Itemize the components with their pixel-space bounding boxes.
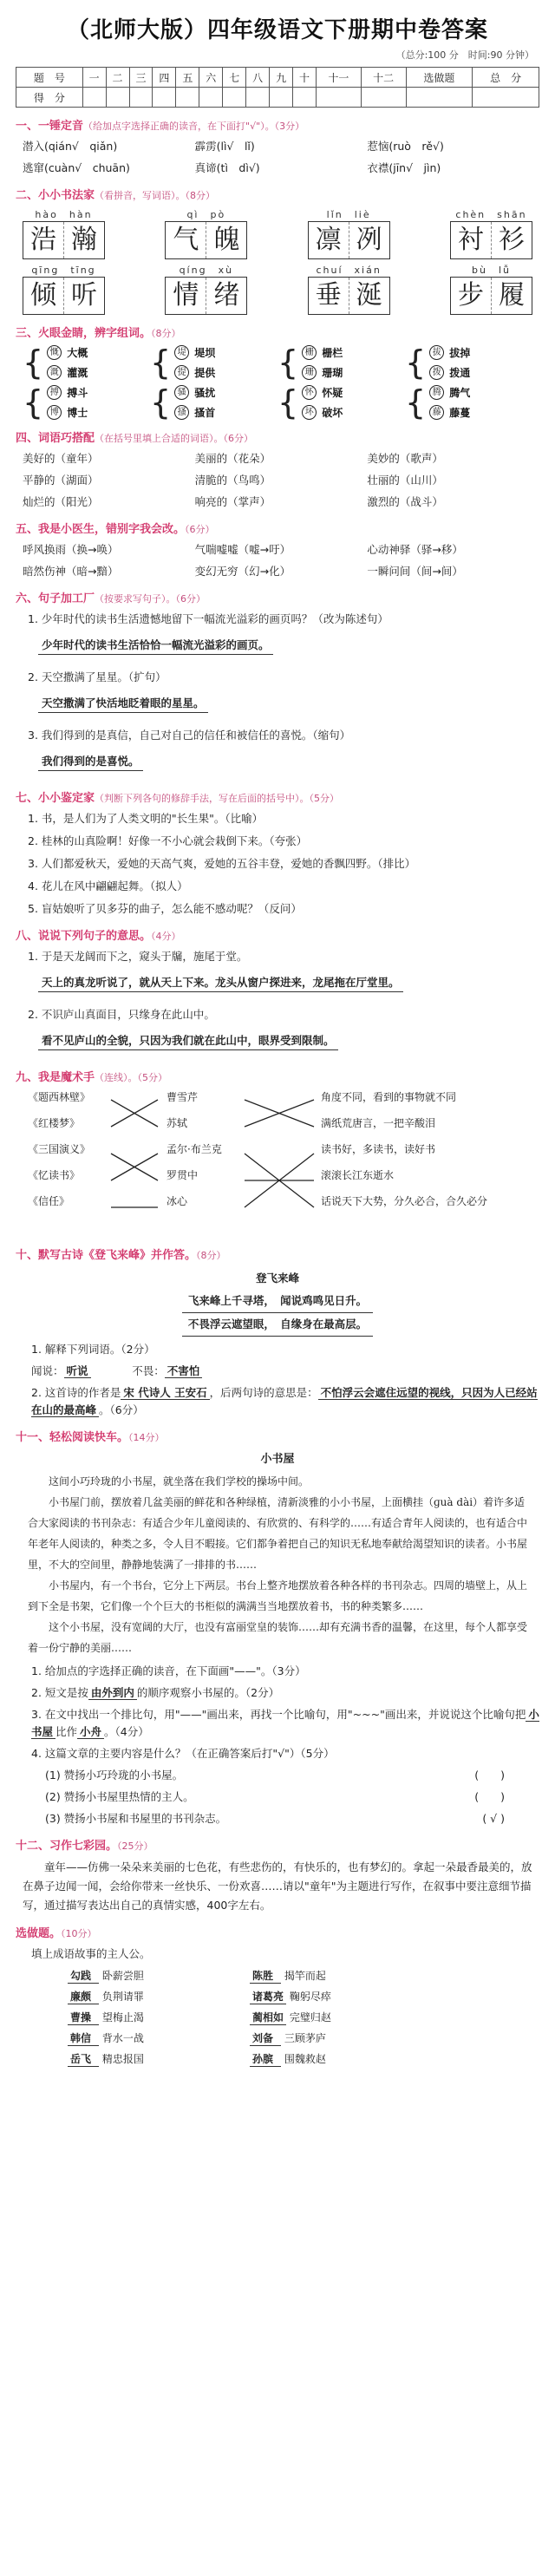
essay-paragraph: 小书屋内，有一个书台，它分上下两层。书台上整齐地摆放着各种各样的书刊杂志。四周的墙壁上，从上到下全是书架，它们像一个个巨大的书柜似的满满当当地摆放着书，书的种类繁多…… [28, 1579, 528, 1612]
character-circle: 藤 [429, 405, 444, 420]
question-text: 1. 少年时代的读书生活遗憾地留下一幅流光溢彩的画页吗？（改为陈述句） [28, 612, 388, 625]
word-options [47, 345, 88, 380]
word-option [429, 385, 470, 400]
choice-mark: ( √ ) [482, 1812, 505, 1825]
character: 气 [166, 222, 206, 258]
word-box [165, 263, 247, 315]
section-2-title: 二、小小书法家（看拼音，写词语）。（8分） [16, 189, 216, 202]
score-label-cell: 得 分 [16, 88, 83, 108]
brace-icon: { [278, 383, 299, 422]
section-5-title: 五、我是小医生，错别字我会改。（6分） [16, 523, 215, 536]
answer-word: 拨通 [449, 367, 471, 379]
section-4-title: 四、词语巧搭配（在括号里填上合适的词语）。（6分） [16, 432, 254, 445]
optional-lead: 填上成语故事的主人公。 [31, 1947, 151, 1960]
question-text: 5. 盲姑娘听了贝多芬的曲子，怎么能不感动呢？（反问） [28, 902, 302, 915]
idiom-item [68, 1989, 180, 2004]
answer-cell: 一瞬问间（间→间） [367, 565, 463, 578]
score-blank-cell [473, 88, 539, 108]
match-item-right: 角度不同，看到的事物就不同 [321, 1091, 457, 1103]
character-grid [23, 277, 105, 315]
poem-question-1: 1. 解释下列词语。（2分） [31, 1343, 155, 1356]
idiom-person: 刘备 [250, 2030, 281, 2046]
idiom-item [250, 1989, 362, 2004]
match-item-mid: 罗贯中 [166, 1169, 199, 1181]
answer-row [23, 563, 539, 580]
section-12-title: 十二、习作七彩园。（25分） [16, 1840, 153, 1853]
word-box [308, 207, 390, 259]
pinyin: qíng xù [179, 265, 234, 276]
score-header-cell: 十 [293, 68, 317, 88]
question-text: 2. 天空撒满了星星。（扩句） [28, 670, 166, 683]
answer-cell: 霹雳(lì√ lǐ) [194, 140, 255, 153]
question-text: 。（4分） [104, 1725, 149, 1738]
idiom-person: 蔺相如 [250, 2010, 286, 2025]
word-option [174, 405, 215, 420]
score-header-cell: 五 [176, 68, 199, 88]
section-6-content [16, 611, 539, 780]
character: 魄 [213, 225, 240, 255]
score-blank-cell [153, 88, 176, 108]
poem-answer-1: 闻说： 听说 不畏： 不害怕 [31, 1363, 539, 1380]
match-item-left: 《信任》 [28, 1195, 70, 1207]
pinyin: chuí xián [316, 265, 382, 276]
character: 听 [71, 280, 97, 311]
idiom-person: 岳飞 [68, 2051, 99, 2067]
character-circle: 搔 [174, 405, 189, 420]
answer-word: 栅栏 [322, 347, 343, 359]
character-circle: 堤 [174, 345, 189, 360]
idiom-item [68, 1968, 180, 1984]
character-circle: 提 [174, 365, 189, 380]
word-options [302, 385, 343, 420]
choice-mark: ( ) [474, 1790, 505, 1803]
word-option [429, 345, 470, 360]
section-10-title: 十、默写古诗《登飞来峰》并作答。（8分） [16, 1249, 226, 1262]
word-options [47, 385, 88, 420]
idiom-person: 曹操 [68, 2010, 99, 2025]
word-option [302, 365, 343, 380]
question-text: 3. 在文中找出一个排比句，用"——"画出来，再找一个比喻句，用"~~~"画出来，并说说这个比喻句把 [31, 1708, 526, 1721]
score-blank-cell [246, 88, 270, 108]
answer-text: 天空撒满了快活地眨着眼的星星。 [38, 695, 208, 713]
score-header-cell: 七 [223, 68, 246, 88]
score-blank-cell [106, 88, 129, 108]
brace-icon: { [405, 343, 427, 382]
question-text: 1. 书，是人们为了人类文明的"长生果"。（比喻） [28, 812, 264, 825]
answer-cell: 潜入(qián√ qiǎn) [23, 140, 118, 153]
answer-cell: 惹恼(ruò rě√) [367, 140, 444, 153]
pinyin: bù lǚ [471, 265, 511, 276]
idiom-item [68, 2010, 180, 2025]
score-blank-cell [82, 88, 106, 108]
idiom-item [250, 2051, 362, 2067]
word-option [47, 385, 88, 400]
poem [16, 1267, 539, 1337]
exam-info: （总分:100 分 时间:90 分钟） [395, 49, 534, 61]
answer-cell: 平静的（湖面） [23, 474, 99, 487]
answer-word: 搏斗 [67, 387, 88, 399]
score-table [16, 67, 539, 108]
idiom-name: 卧薪尝胆 [101, 1970, 144, 1982]
section-6-title: 六、句子加工厂（按要求写句子）。（6分） [16, 592, 206, 605]
score-header-cell: 九 [270, 68, 293, 88]
answer-word: 怀疑 [322, 387, 343, 399]
character-grid [165, 277, 247, 315]
match-item-right: 读书好，多读书，读好书 [321, 1143, 436, 1155]
choice-text: (3) 赞扬小书屋和书屋里的书刊杂志。 [45, 1812, 227, 1825]
answer-word: 腾气 [449, 387, 471, 399]
word-group [405, 345, 532, 380]
match-item-left: 《题西林壁》 [28, 1091, 91, 1103]
word-option [429, 365, 470, 380]
score-blank-cell [176, 88, 199, 108]
idiom-list [68, 1968, 539, 2067]
character-grid [23, 221, 105, 259]
answer-text: 由外到内 [88, 1686, 137, 1700]
word-box [23, 207, 105, 259]
page-title: （北师大版）四年级语文下册期中卷答案 [66, 17, 488, 43]
brace-icon: { [23, 343, 44, 382]
character-circle: 博 [47, 405, 62, 420]
word-options [174, 345, 215, 380]
character-circle: 拔 [429, 345, 444, 360]
word-option [174, 345, 215, 360]
answer-cell: 逃窜(cuàn√ chuān) [23, 161, 130, 174]
word-group [278, 345, 405, 380]
idiom-item [68, 2051, 180, 2067]
answer-word: 堤坝 [194, 347, 216, 359]
pinyin: hào hàn [35, 209, 93, 220]
brace-icon: { [278, 343, 299, 382]
idiom-name: 负荆请罪 [101, 1991, 144, 2003]
optional-title: 选做题。（10分） [16, 1927, 97, 1940]
brace-icon: { [150, 383, 172, 422]
word-group [23, 385, 150, 420]
score-header-cell: 一 [82, 68, 106, 88]
question-text: 2. 桂林的山真险啊！好像一不小心就会栽倒下来。（夸张） [28, 834, 308, 847]
writing-row-1 [23, 207, 532, 259]
answer-word: 大概 [67, 347, 88, 359]
match-item-mid: 苏轼 [166, 1117, 188, 1129]
score-header-cell: 选做题 [406, 68, 473, 88]
answer-word: 珊瑚 [322, 367, 343, 379]
word-option [47, 405, 88, 420]
score-header-cell: 三 [129, 68, 153, 88]
answer-text: 看不见庐山的全貌，只因为我们就在此山中，眼界受到限制。 [38, 1032, 338, 1050]
question-text: 3. 我们得到的是真信，自己对自己的信任和被信任的喜悦。（缩句） [28, 729, 351, 742]
score-header-cell: 总 分 [473, 68, 539, 88]
answer-cell: 美丽的（花朵） [194, 452, 271, 465]
answer-word: 博士 [67, 407, 88, 419]
character-circle: 珊 [302, 365, 317, 380]
poem-line-2: 不畏浮云遮望眼， 自缘身在最高层。 [182, 1313, 373, 1337]
score-header-cell: 二 [106, 68, 129, 88]
choice-text: (1) 赞扬小巧玲珑的小书屋。 [45, 1769, 184, 1782]
word-options [429, 345, 470, 380]
pinyin: chèn shān [455, 209, 527, 220]
poem-line-1: 飞来峰上千寻塔， 闻说鸡鸣见日升。 [182, 1290, 373, 1313]
question-text: 的顺序观察小书屋的。（2分） [136, 1686, 280, 1699]
answer-text: 小书屋 [31, 1708, 539, 1738]
section-4-content [16, 450, 539, 511]
character-circle: 腾 [429, 385, 444, 400]
character-grid [450, 221, 532, 259]
answer-row [23, 450, 539, 467]
answer-cell: 灿烂的（阳光） [23, 495, 99, 508]
answer-cell: 衣襟(jīn√ jìn) [367, 161, 441, 174]
word-group [278, 385, 405, 420]
answer-row [23, 472, 539, 489]
match-item-left: 《红楼梦》 [28, 1117, 81, 1129]
answer-cell: 气喘嘘嘘（嘘→吁） [194, 543, 291, 556]
pinyin: qīng tīng [31, 265, 96, 276]
score-blank-cell [317, 88, 362, 108]
word-group [150, 385, 278, 420]
idiom-item [68, 2030, 180, 2046]
word-option [174, 385, 215, 400]
score-blank-cell [361, 88, 406, 108]
essay-body [16, 1471, 539, 1658]
answer-word: 破坏 [322, 407, 343, 419]
word-box [308, 263, 390, 315]
score-header-cell: 十二 [361, 68, 406, 88]
character-circle: 骚 [174, 385, 189, 400]
section-7-content [16, 810, 539, 918]
answer-cell: 壮丽的（山川） [367, 474, 443, 487]
character: 倾 [23, 278, 64, 314]
answer-cell: 美妙的（歌声） [367, 452, 443, 465]
character: 凛 [309, 222, 349, 258]
answer-text: 天上的真龙听说了，就从天上下来。龙头从窗户探进来，龙尾拖在厅堂里。 [38, 974, 403, 992]
match-item-left: 《三国演义》 [28, 1143, 91, 1155]
answer-word: 骚扰 [194, 387, 216, 399]
character: 绪 [213, 280, 240, 311]
match-item-mid: 冰心 [166, 1195, 188, 1207]
word-option [302, 345, 343, 360]
pinyin: lǐn liè [326, 209, 371, 220]
answer-cell: 变幻无穷（幻→化） [194, 565, 291, 578]
poem-title: 登飞来峰 [255, 1272, 299, 1285]
answer-row [23, 138, 539, 155]
match-item-left: 《忆读书》 [28, 1169, 81, 1181]
essay-title: 小书屋 [260, 1453, 295, 1466]
writing-row-2 [23, 263, 532, 315]
question-text: 1. 于是天龙阔而下之，窥头于牖，施尾于堂。 [28, 950, 248, 963]
answer-cell: 清脆的（鸟鸣） [194, 474, 271, 487]
section-1-content [16, 138, 539, 177]
character-circle: 怀 [302, 385, 317, 400]
poem-question-2: 2. 这首诗的作者是 宋 代诗人 王安石 ，后两句诗的意思是： 不怕浮云会遮住远望的视线，只因为人已经站在山的最高峰 。（6分） [31, 1386, 538, 1416]
answer-text: 小舟 [77, 1725, 104, 1739]
score-header-cell: 题 号 [16, 68, 83, 88]
section-8-content [16, 948, 539, 1059]
reading-questions [16, 1663, 539, 1827]
choice-text: (2) 赞扬小书屋里热情的主人。 [45, 1790, 194, 1803]
section-7-title: 七、小小鉴定家（判断下列各句的修辞手法，写在后面的括号中）。（5分） [16, 792, 340, 805]
question-text: 4. 这篇文章的主要内容是什么？（在正确答案后打"√"）（5分） [31, 1747, 335, 1760]
idiom-person: 勾践 [68, 1968, 99, 1984]
answer-cell: 呼风换雨（换→唤） [23, 543, 119, 556]
answer-row [23, 541, 539, 559]
brace-icon: { [23, 383, 44, 422]
character-grid [308, 277, 390, 315]
character: 履 [498, 280, 525, 311]
character: 浩 [23, 222, 64, 258]
idiom-name: 完璧归赵 [289, 2011, 331, 2024]
idiom-person: 廉颇 [68, 1989, 99, 2004]
score-blank-cell [129, 88, 153, 108]
answer-word: 拔掉 [449, 347, 471, 359]
answer-word: 灌溉 [67, 367, 88, 379]
reading-choice [45, 1788, 539, 1806]
idiom-name: 背水一战 [101, 2032, 144, 2044]
character: 情 [166, 278, 206, 314]
character: 涎 [356, 280, 382, 311]
idiom-item [250, 2010, 362, 2025]
idiom-item [250, 2030, 362, 2046]
score-blank-cell [406, 88, 473, 108]
word-option [429, 405, 470, 420]
answer-word: 提供 [194, 367, 216, 379]
idiom-name: 三顾茅庐 [284, 2032, 326, 2044]
word-option [47, 345, 88, 360]
idiom-name: 围魏救赵 [284, 2053, 326, 2065]
word-option [302, 385, 343, 400]
reading-question [31, 1684, 539, 1702]
match-item-right: 话说天下大势，分久必合，合久必分 [321, 1195, 488, 1207]
idiom-person: 陈胜 [250, 1968, 281, 1984]
section-5-content [16, 541, 539, 580]
word-group [23, 345, 150, 380]
word-groups [23, 345, 532, 420]
word-box [450, 263, 532, 315]
composition-prompt: 童年——仿佛一朵朵来美丽的七色花，有些悲伤的，有快乐的，也有梦幻的。拿起一朵最香最美的，放在鼻子边闻一闻，会给你带来一丝快乐、一份欢喜……请以"童年"为主题进行写作，在叙事中要注意细节描写，通过描写表达出自己的真情实感，400字左右。 [23, 1860, 532, 1912]
character-grid [450, 277, 532, 315]
answer-word: 搔首 [194, 407, 216, 419]
section-3-title: 三、火眼金睛，辨字组词。（8分） [16, 327, 181, 340]
character: 衫 [498, 225, 525, 255]
brace-icon: { [150, 343, 172, 382]
character: 垂 [309, 278, 349, 314]
word-options [302, 345, 343, 380]
answer-word: 藤蔓 [449, 407, 471, 419]
answer-cell: 心动神驿（驿→移） [367, 543, 463, 556]
section-9-title: 九、我是魔术手（连线）。（5分） [16, 1071, 168, 1084]
character-circle: 拨 [429, 365, 444, 380]
reading-choice [45, 1767, 539, 1784]
character-grid [308, 221, 390, 259]
word-group [150, 345, 278, 380]
answer-cell: 响亮的（掌声） [194, 495, 271, 508]
character-grid [165, 221, 247, 259]
word-option [47, 365, 88, 380]
score-blank-cell [270, 88, 293, 108]
word-box [23, 263, 105, 315]
question-text: 3. 人们都爱秋天，爱她的天高气爽，爱她的五谷丰登，爱她的香飘四野。（排比） [28, 857, 416, 870]
character: 步 [451, 278, 492, 314]
answer-cell: 激烈的（战斗） [367, 495, 443, 508]
essay-paragraph: 小书屋门前，摆放着几盆美丽的鲜花和各种绿植，清新淡雅的小小书屋，上面横挂（ɡuà dài）着许多适合大家阅读的书刊杂志：有适合少年儿童阅读的、有欣赏的、有科学的……有适合青年人阅读的，也有适合中年老年人阅读的，种类之多，令人目不暇接。它们都争着把自己的知识无私地奉献给渴望知识的读者。小书屋里，不大的空间里，静静地装满了一排排的书…… [28, 1496, 528, 1571]
match-item-right: 满纸荒唐言，一把辛酸泪 [321, 1117, 436, 1129]
section-11-title: 十一、轻松阅读快车。（14分） [16, 1431, 165, 1444]
answer-cell: 美好的（童年） [23, 452, 99, 465]
word-options [174, 385, 215, 420]
idiom-person: 韩信 [68, 2030, 99, 2046]
word-box [165, 207, 247, 259]
answer-text: 我们得到的是喜悦。 [38, 753, 143, 771]
answer-row [23, 494, 539, 511]
section-8-title: 八、说说下列句子的意思。（4分） [16, 930, 181, 943]
score-header-cell: 六 [199, 68, 223, 88]
word-option [302, 405, 343, 420]
question-text: 2. 短文是按 [31, 1686, 88, 1699]
pinyin: qì pò [186, 209, 226, 220]
idiom-person: 诸葛亮 [250, 1989, 286, 2004]
score-header-cell: 八 [246, 68, 270, 88]
score-header-cell: 四 [153, 68, 176, 88]
answer-row [23, 160, 539, 177]
essay-paragraph: 这间小巧玲珑的小书屋，就坐落在我们学校的操场中间。 [49, 1475, 310, 1487]
idiom-person: 孙膑 [250, 2051, 281, 2067]
word-group [405, 385, 532, 420]
character: 瀚 [71, 225, 97, 255]
match-item-mid: 孟尔·布兰克 [166, 1143, 222, 1155]
choice-mark: ( ) [474, 1769, 505, 1782]
word-option [174, 365, 215, 380]
section-1-title: 一、一锤定音（给加点字选择正确的读音，在下面打"√"）。（3分） [16, 120, 305, 133]
score-blank-cell [293, 88, 317, 108]
match-item-right: 滚滚长江东逝水 [321, 1169, 395, 1181]
reading-question [31, 1706, 539, 1741]
character-circle: 搏 [47, 385, 62, 400]
idiom-name: 精忠报国 [101, 2053, 144, 2065]
score-blank-cell [223, 88, 246, 108]
character-circle: 溉 [47, 365, 62, 380]
reading-question [31, 1745, 539, 1762]
word-box [450, 207, 532, 259]
idiom-name: 鞠躬尽瘁 [289, 1991, 331, 2003]
score-blank-cell [199, 88, 223, 108]
matching-exercise [28, 1089, 539, 1237]
question-text: 2. 不识庐山真面目，只缘身在此山中。 [28, 1008, 215, 1021]
character-circle: 慨 [47, 345, 62, 360]
character-circle: 坏 [302, 405, 317, 420]
reading-choice [45, 1810, 539, 1827]
idiom-item [250, 1968, 362, 1984]
answer-text: 少年时代的读书生活恰恰一幅流光溢彩的画页。 [38, 637, 273, 655]
answer-cell: 暗然伤神（暗→黯） [23, 565, 119, 578]
answer-cell: 真谛(tì dì√) [194, 161, 260, 174]
score-header-cell: 十一 [317, 68, 362, 88]
character: 冽 [356, 225, 382, 255]
character-circle: 栅 [302, 345, 317, 360]
brace-icon: { [405, 383, 427, 422]
question-text: 1. 给加点的字选择正确的读音，在下面画"——"。（3分） [31, 1664, 306, 1677]
essay-paragraph: 这个小书屋，没有宽阔的大厅，也没有富丽堂皇的装饰……却有充满书香的温馨，在这里，每个人都享受着一份宁静的美丽…… [28, 1621, 528, 1654]
word-options [429, 385, 470, 420]
idiom-name: 望梅止渴 [101, 2011, 144, 2024]
question-text: 4. 花儿在风中翩翩起舞。（拟人） [28, 879, 188, 892]
reading-question [31, 1663, 539, 1680]
match-item-mid: 曹雪芹 [166, 1091, 199, 1103]
idiom-name: 揭竿而起 [284, 1970, 326, 1982]
character: 衬 [451, 222, 492, 258]
question-text: 比作 [56, 1725, 78, 1738]
